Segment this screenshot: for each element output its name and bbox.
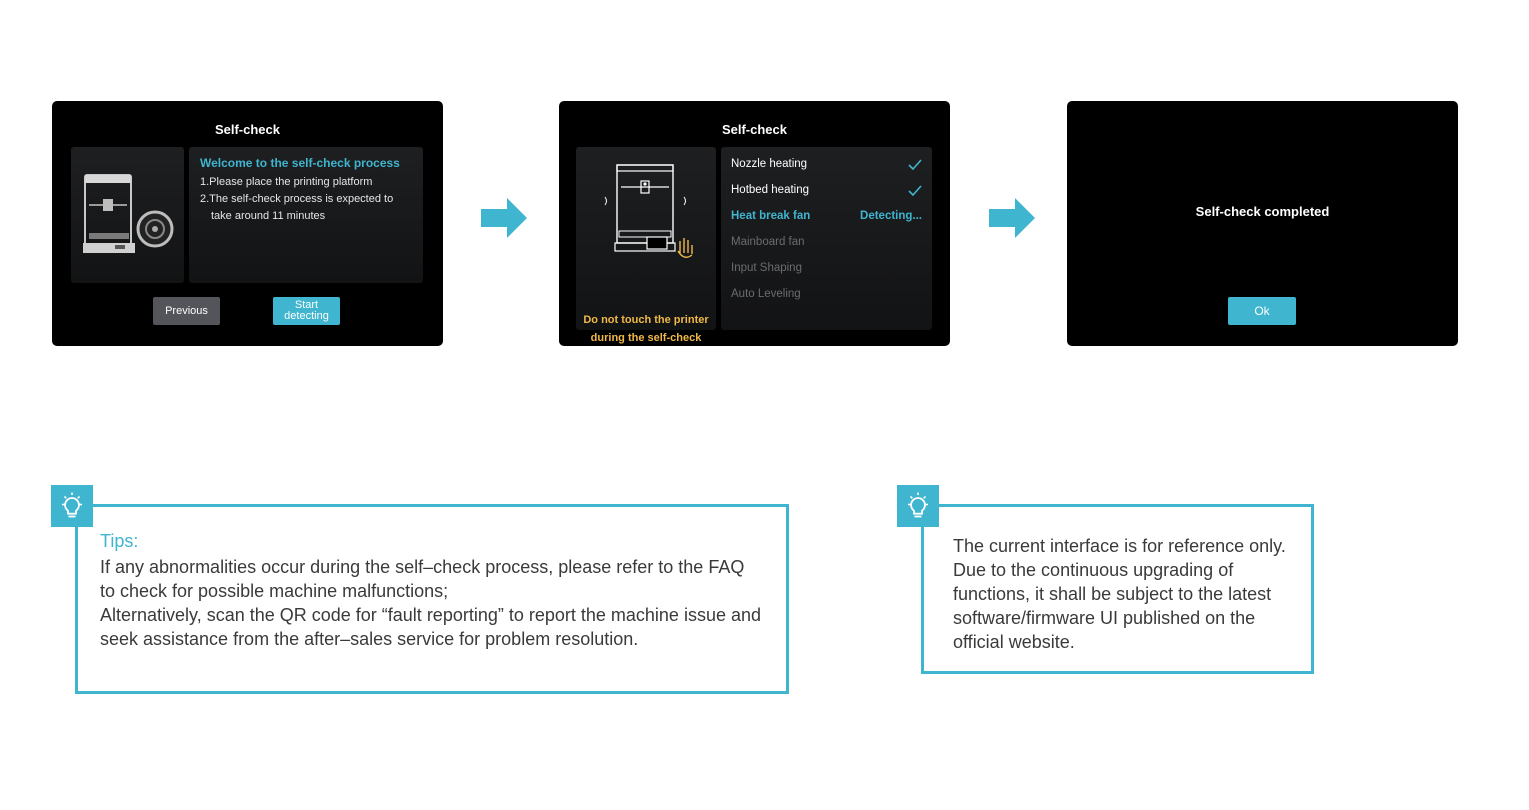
start-detecting-button[interactable] xyxy=(273,297,340,325)
arrow-right-icon xyxy=(989,198,1035,238)
check-list-panel xyxy=(721,147,932,330)
step-1-text: 1.Please place the printing platform xyxy=(200,176,373,188)
self-check-completed-screen xyxy=(1067,101,1458,346)
checkmark-icon xyxy=(908,159,922,170)
screen-title: Self-check xyxy=(214,122,281,137)
self-check-progress-screen xyxy=(559,101,950,346)
check-item-auto-leveling: Auto Leveling xyxy=(731,288,801,300)
checkmark-icon xyxy=(908,185,922,196)
warning-line1: Do not touch the printer xyxy=(583,314,709,326)
note-box xyxy=(921,504,1314,674)
lightbulb-icon xyxy=(897,485,939,527)
start-label-line1: Start xyxy=(294,299,319,311)
self-check-welcome-screen xyxy=(52,101,443,346)
warning-line2: during the self-check xyxy=(590,332,702,344)
ok-button[interactable]: Ok xyxy=(1228,297,1296,325)
tips-paragraph-2: Alternatively, scan the QR code for “fault reporting” to report the machine issue and seek assistance from the after–sales service for problem resolution. xyxy=(100,605,761,649)
do-not-touch-panel xyxy=(576,147,716,344)
previous-button[interactable]: Previous xyxy=(153,297,220,325)
check-item-mainboard-fan: Mainboard fan xyxy=(731,236,805,248)
printer-image-icon xyxy=(71,147,184,283)
welcome-title: Welcome to the self-check process xyxy=(200,156,400,170)
check-item-hotbed-heating: Hotbed heating xyxy=(731,184,810,196)
hand-icon xyxy=(678,238,692,257)
detecting-status: Detecting... xyxy=(860,210,922,222)
check-item-heat-break-fan: Heat break fan xyxy=(731,210,811,222)
start-label-line2: detecting xyxy=(284,310,329,322)
instructions-panel xyxy=(189,147,423,283)
step-2-text-line2: take around 11 minutes xyxy=(211,210,326,222)
check-item-nozzle-heating: Nozzle heating xyxy=(731,158,808,170)
tips-label: Tips: xyxy=(100,531,139,551)
arrow-right-icon xyxy=(481,198,527,238)
printer-image-panel xyxy=(71,147,184,283)
step-2-text-line1: 2.The self-check process is expected to xyxy=(200,193,394,205)
note-text: The current interface is for reference only. Due to the continuous upgrading of functions, it shall be subject to the latest software/firmware UI published on the official website. xyxy=(953,536,1286,652)
completed-message: Self-check completed xyxy=(1195,204,1330,219)
printer-outline-icon xyxy=(576,147,716,267)
lightbulb-icon xyxy=(51,485,93,527)
tips-paragraph-1: If any abnormalities occur during the self–check process, please refer to the FAQ to check for possible machine malfunctions; xyxy=(100,557,745,601)
screen-title: Self-check xyxy=(721,122,788,137)
tips-box xyxy=(75,504,789,694)
do-not-touch-warning xyxy=(576,311,716,347)
check-item-input-shaping: Input Shaping xyxy=(731,262,802,274)
